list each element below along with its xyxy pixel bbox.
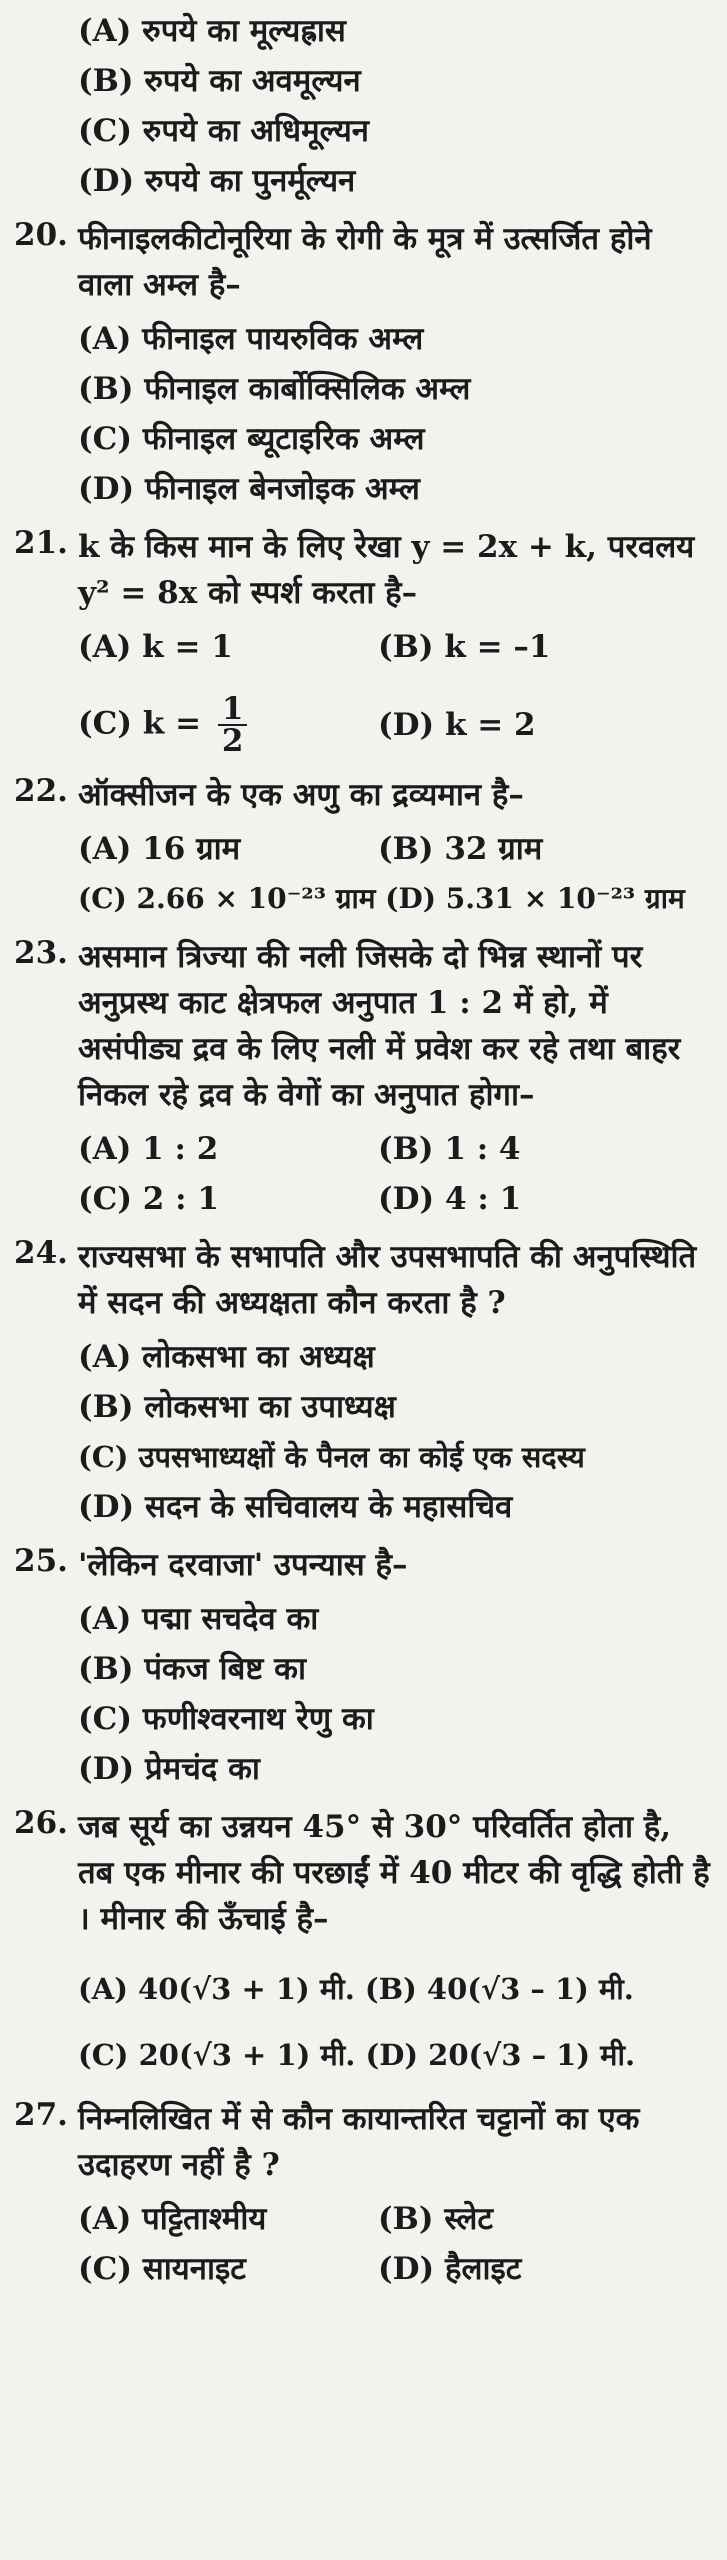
q20-option-c: (C) फीनाइल ब्यूटाइरिक अम्ल xyxy=(78,421,425,457)
fraction-denominator: 2 xyxy=(221,723,244,759)
q20-option-d: (D) फीनाइल बेनजोइक अम्ल xyxy=(78,471,420,507)
q21-options-row-2 xyxy=(14,691,713,759)
q24-option-a: (A) लोकसभा का अध्यक्ष xyxy=(78,1339,375,1375)
q27-options-row-2 xyxy=(14,2250,713,2288)
q20-option-b: (B) फीनाइल कार्बोक्सिलिक अम्ल xyxy=(78,371,471,407)
q27-options-row-1 xyxy=(14,2200,713,2238)
q27-option-b: (B) स्लेट xyxy=(378,2201,494,2237)
question-text: 'लेकिन दरवाजा' उपन्यास है– xyxy=(78,1547,408,1583)
prev-option-b: (B) रुपये का अवमूल्यन xyxy=(78,63,361,99)
question-number: 27. xyxy=(14,2097,68,2133)
prev-option-c: (C) रुपये का अधिमूल्यन xyxy=(78,113,370,149)
question-text: ऑक्सीजन के एक अणु का द्रव्यमान है– xyxy=(78,777,524,813)
q24-option-c: (C) उपसभाध्यक्षों के पैनल का कोई एक सदस्य xyxy=(78,1440,585,1474)
question-21 xyxy=(14,524,713,616)
question-26 xyxy=(14,1804,713,1942)
q21-option-b: (B) k = –1 xyxy=(378,629,551,665)
question-number: 21. xyxy=(14,525,68,561)
question-27 xyxy=(14,2096,713,2188)
question-23 xyxy=(14,934,713,1118)
question-number: 25. xyxy=(14,1543,68,1579)
q21-option-a: (A) k = 1 xyxy=(78,629,233,665)
question-number: 24. xyxy=(14,1235,68,1271)
q21-option-c xyxy=(78,691,378,759)
question-number: 26. xyxy=(14,1805,68,1841)
question-text: फीनाइलकीटोनूरिया के रोगी के मूत्र में उत्सर्जित होने वाला अम्ल है– xyxy=(78,221,652,303)
q25-option-a: (A) पद्मा सचदेव का xyxy=(78,1601,319,1637)
q21-option-c-label: (C) k = xyxy=(78,705,202,742)
q26-options-a-b: (A) 40(√3 + 1) मी. (B) 40(√3 – 1) मी. xyxy=(78,1972,634,2006)
question-number: 22. xyxy=(14,773,68,809)
q22-option-a: (A) 16 ग्राम xyxy=(78,831,241,867)
q23-option-a: (A) 1 : 2 xyxy=(78,1131,219,1167)
q24-option-b: (B) लोकसभा का उपाध्यक्ष xyxy=(78,1389,396,1425)
q23-options-row-1 xyxy=(14,1130,713,1168)
q25-option-c: (C) फणीश्वरनाथ रेणु का xyxy=(78,1701,374,1737)
q23-option-b: (B) 1 : 4 xyxy=(378,1131,521,1167)
q26-options-c-d: (C) 20(√3 + 1) मी. (D) 20(√3 – 1) मी. xyxy=(78,2038,636,2072)
prev-question-options xyxy=(14,12,713,200)
fraction xyxy=(218,691,248,759)
q25-option-d: (D) प्रेमचंद का xyxy=(78,1751,260,1787)
q27-option-d: (D) हैलाइट xyxy=(378,2251,522,2287)
prev-option-d: (D) रुपये का पुनर्मूल्यन xyxy=(78,163,356,199)
q23-option-c: (C) 2 : 1 xyxy=(78,1181,219,1217)
q22-option-b: (B) 32 ग्राम xyxy=(378,831,543,867)
question-25 xyxy=(14,1542,713,1588)
q25-option-b: (B) पंकज बिष्ट का xyxy=(78,1651,307,1687)
q21-options-row-1 xyxy=(14,628,713,666)
question-22 xyxy=(14,772,713,818)
q22-options-row-1 xyxy=(14,830,713,868)
question-number: 20. xyxy=(14,217,68,253)
question-20 xyxy=(14,216,713,308)
q23-options-row-2 xyxy=(14,1180,713,1218)
q21-option-d: (D) k = 2 xyxy=(378,707,536,743)
question-text: असमान त्रिज्या की नली जिसके दो भिन्न स्थानों पर अनुप्रस्थ काट क्षेत्रफल अनुपात 1 : 2 में हो, में असंपीड्य द्रव के लिए नली में प्रवेश कर रहे तथा बाहर निकल रहे द्रव के वेगों का अनुपात होगा– xyxy=(78,939,681,1113)
question-text: निम्नलिखित में से कौन कायान्तरित चट्टानों का एक उदाहरण नहीं है ? xyxy=(78,2101,640,2183)
question-text: राज्यसभा के सभापति और उपसभापति की अनुपस्थिति में सदन की अध्यक्षता कौन करता है ? xyxy=(78,1239,697,1321)
q24-option-d: (D) सदन के सचिवालय के महासचिव xyxy=(78,1489,513,1525)
question-text: जब सूर्य का उन्नयन 45° से 30° परिवर्तित होता है, तब एक मीनार की परछाईं में 40 मीटर की वृद्धि होती है । मीनार की ऊँचाई है– xyxy=(78,1809,710,1937)
question-24 xyxy=(14,1234,713,1326)
q23-option-d: (D) 4 : 1 xyxy=(378,1181,522,1217)
q20-option-a: (A) फीनाइल पायरुविक अम्ल xyxy=(78,321,424,357)
q27-option-c: (C) सायनाइट xyxy=(78,2251,246,2287)
prev-option-a: (A) रुपये का मूल्यह्रास xyxy=(78,13,346,49)
question-number: 23. xyxy=(14,935,68,971)
fraction-numerator: 1 xyxy=(218,694,248,726)
q22-options-c-d: (C) 2.66 × 10⁻²³ ग्राम (D) 5.31 × 10⁻²³ ग्राम xyxy=(78,882,685,915)
q27-option-a: (A) पट्टिताश्मीय xyxy=(78,2201,267,2237)
question-text: k के किस मान के लिए रेखा y = 2x + k, परवलय y² = 8x को स्पर्श करता है– xyxy=(78,529,695,611)
